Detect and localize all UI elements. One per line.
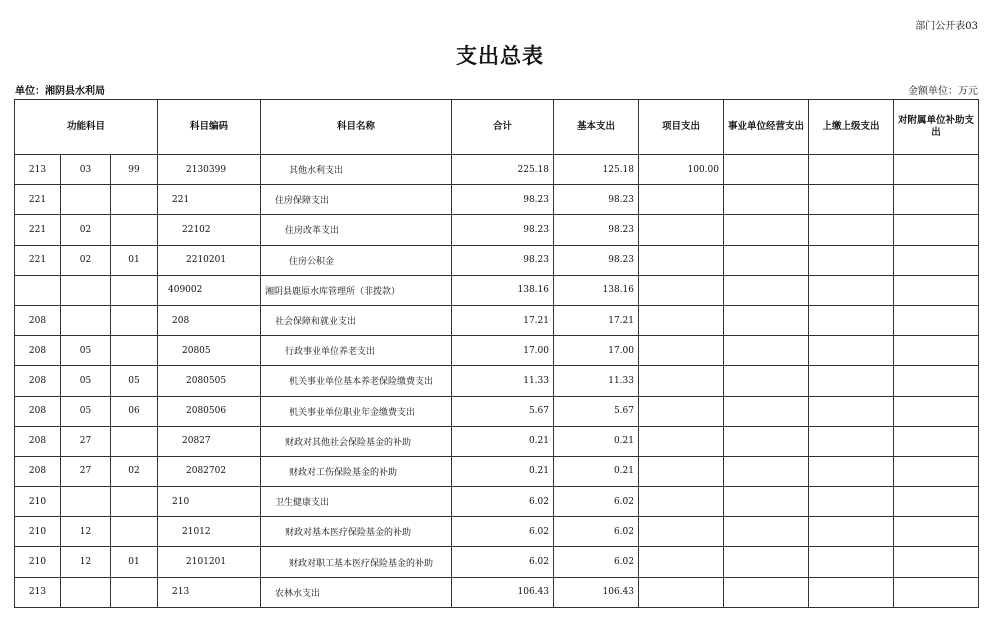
func-class-cell: 208 [15,336,61,366]
total-cell: 17.00 [452,336,554,366]
project-cell [639,487,724,517]
func-class-cell: 208 [15,426,61,456]
func-section-cell [61,305,111,335]
subsidy-cell [894,487,979,517]
header-subject-name: 科目名称 [261,100,452,155]
subsidy-cell [894,366,979,396]
subject-code-cell: 20827 [158,426,261,456]
project-cell [639,366,724,396]
basic-cell: 17.21 [554,305,639,335]
func-section-cell: 12 [61,547,111,577]
func-section-cell: 12 [61,517,111,547]
table-row [15,245,979,275]
business-cell [724,396,809,426]
subject-code-cell: 2080505 [158,366,261,396]
project-cell [639,456,724,486]
subject-code-cell: 21012 [158,517,261,547]
total-cell: 0.21 [452,426,554,456]
project-cell [639,245,724,275]
project-cell [639,305,724,335]
func-section-cell: 27 [61,426,111,456]
func-class-cell: 210 [15,487,61,517]
subject-name-cell: 社会保障和就业支出 [261,305,452,335]
basic-cell: 5.67 [554,396,639,426]
subject-code-cell: 2210201 [158,245,261,275]
upper-cell [809,336,894,366]
total-cell: 5.67 [452,396,554,426]
func-item-cell: 01 [111,547,158,577]
project-cell [639,275,724,305]
total-cell: 98.23 [452,185,554,215]
total-cell: 6.02 [452,517,554,547]
func-section-cell [61,185,111,215]
func-class-cell: 221 [15,185,61,215]
business-cell [724,185,809,215]
subject-name-cell: 湘阴县鹿原水库管理所（非拨款） [261,275,452,305]
func-section-cell: 05 [61,396,111,426]
subsidy-cell [894,275,979,305]
upper-cell [809,245,894,275]
subject-name-cell: 行政事业单位养老支出 [261,336,452,366]
project-cell [639,336,724,366]
func-class-cell: 208 [15,456,61,486]
upper-cell [809,275,894,305]
upper-cell [809,366,894,396]
func-item-cell: 99 [111,155,158,185]
subject-name-cell: 机关事业单位职业年金缴费支出 [261,396,452,426]
header-subject-code: 科目编码 [158,100,261,155]
subject-name-cell: 财政对基本医疗保险基金的补助 [261,517,452,547]
upper-cell [809,547,894,577]
business-cell [724,517,809,547]
subject-name-cell: 卫生健康支出 [261,487,452,517]
func-section-cell: 05 [61,366,111,396]
table-row [15,336,979,366]
func-section-cell: 27 [61,456,111,486]
subject-name-cell: 住房改革支出 [261,215,452,245]
subject-name-cell: 住房保障支出 [261,185,452,215]
header-subsidy: 对附属单位补助支出 [894,100,979,155]
func-item-cell [111,426,158,456]
basic-cell: 98.23 [554,215,639,245]
expenditure-table [14,99,979,608]
basic-cell: 6.02 [554,517,639,547]
business-cell [724,275,809,305]
basic-cell: 106.43 [554,577,639,607]
func-item-cell: 02 [111,456,158,486]
func-item-cell [111,185,158,215]
func-class-cell: 208 [15,305,61,335]
subsidy-cell [894,305,979,335]
func-item-cell: 06 [111,396,158,426]
project-cell [639,577,724,607]
subject-code-cell: 2130399 [158,155,261,185]
subject-code-cell: 22102 [158,215,261,245]
basic-cell: 0.21 [554,426,639,456]
subsidy-cell [894,396,979,426]
basic-cell: 6.02 [554,547,639,577]
subject-code-cell: 2082702 [158,456,261,486]
func-section-cell: 02 [61,245,111,275]
business-cell [724,155,809,185]
total-cell: 98.23 [452,245,554,275]
func-item-cell: 01 [111,245,158,275]
table-row [15,215,979,245]
business-cell [724,426,809,456]
func-class-cell: 213 [15,577,61,607]
table-row [15,577,979,607]
table-row [15,366,979,396]
func-section-cell [61,275,111,305]
upper-cell [809,517,894,547]
header-project: 项目支出 [639,100,724,155]
business-cell [724,215,809,245]
subject-name-cell: 农林水支出 [261,577,452,607]
upper-cell [809,396,894,426]
func-item-cell [111,305,158,335]
func-item-cell [111,336,158,366]
func-class-cell: 208 [15,366,61,396]
upper-cell [809,577,894,607]
header-upper: 上缴上级支出 [809,100,894,155]
func-item-cell [111,275,158,305]
header-total: 合计 [452,100,554,155]
project-cell [639,396,724,426]
amount-unit-label: 金额单位：万元 [908,86,978,97]
business-cell [724,547,809,577]
table-row [15,275,979,305]
total-cell: 0.21 [452,456,554,486]
subsidy-cell [894,155,979,185]
unit-label: 单位：湘阴县水利局 [15,86,105,97]
subsidy-cell [894,245,979,275]
subject-code-cell: 409002 [158,275,261,305]
basic-cell: 11.33 [554,366,639,396]
document-code: 部门公开表03 [915,21,978,32]
func-class-cell: 210 [15,547,61,577]
project-cell: 100.00 [639,155,724,185]
subject-code-cell: 221 [158,185,261,215]
basic-cell: 17.00 [554,336,639,366]
func-class-cell [15,275,61,305]
subject-name-cell: 机关事业单位基本养老保险缴费支出 [261,366,452,396]
project-cell [639,185,724,215]
business-cell [724,456,809,486]
business-cell [724,305,809,335]
func-item-cell [111,517,158,547]
func-section-cell: 05 [61,336,111,366]
basic-cell: 125.18 [554,155,639,185]
func-section-cell [61,577,111,607]
table-row [15,487,979,517]
subsidy-cell [894,577,979,607]
func-class-cell: 210 [15,517,61,547]
business-cell [724,336,809,366]
business-cell [724,245,809,275]
subject-code-cell: 210 [158,487,261,517]
subsidy-cell [894,426,979,456]
project-cell [639,517,724,547]
func-class-cell: 213 [15,155,61,185]
page-title: 支出总表 [456,44,544,68]
subject-name-cell: 财政对其他社会保险基金的补助 [261,426,452,456]
func-class-cell: 221 [15,215,61,245]
table-row [15,456,979,486]
upper-cell [809,456,894,486]
total-cell: 106.43 [452,577,554,607]
func-class-cell: 208 [15,396,61,426]
subject-code-cell: 2101201 [158,547,261,577]
func-section-cell: 03 [61,155,111,185]
upper-cell [809,487,894,517]
subsidy-cell [894,185,979,215]
table-header-row [15,100,979,155]
project-cell [639,426,724,456]
subsidy-cell [894,547,979,577]
upper-cell [809,305,894,335]
subject-code-cell: 213 [158,577,261,607]
func-class-cell: 221 [15,245,61,275]
table-row [15,547,979,577]
table-row [15,517,979,547]
total-cell: 138.16 [452,275,554,305]
subject-code-cell: 208 [158,305,261,335]
basic-cell: 6.02 [554,487,639,517]
subsidy-cell [894,336,979,366]
total-cell: 17.21 [452,305,554,335]
subject-name-cell: 财政对职工基本医疗保险基金的补助 [261,547,452,577]
subject-code-cell: 2080506 [158,396,261,426]
subsidy-cell [894,456,979,486]
project-cell [639,547,724,577]
func-item-cell [111,487,158,517]
upper-cell [809,185,894,215]
total-cell: 98.23 [452,215,554,245]
func-section-cell: 02 [61,215,111,245]
func-item-cell: 05 [111,366,158,396]
total-cell: 225.18 [452,155,554,185]
header-business: 事业单位经营支出 [724,100,809,155]
project-cell [639,215,724,245]
table-row [15,155,979,185]
total-cell: 6.02 [452,487,554,517]
subject-name-cell: 财政对工伤保险基金的补助 [261,456,452,486]
header-basic: 基本支出 [554,100,639,155]
func-item-cell [111,215,158,245]
table-row [15,305,979,335]
upper-cell [809,155,894,185]
subsidy-cell [894,215,979,245]
subject-code-cell: 20805 [158,336,261,366]
business-cell [724,577,809,607]
basic-cell: 138.16 [554,275,639,305]
header-func-subject: 功能科目 [15,100,158,155]
total-cell: 6.02 [452,547,554,577]
table-row [15,426,979,456]
basic-cell: 98.23 [554,185,639,215]
business-cell [724,366,809,396]
subject-name-cell: 其他水利支出 [261,155,452,185]
total-cell: 11.33 [452,366,554,396]
basic-cell: 98.23 [554,245,639,275]
subsidy-cell [894,517,979,547]
upper-cell [809,215,894,245]
basic-cell: 0.21 [554,456,639,486]
subject-name-cell: 住房公积金 [261,245,452,275]
table-row [15,396,979,426]
business-cell [724,487,809,517]
upper-cell [809,426,894,456]
func-item-cell [111,577,158,607]
func-section-cell [61,487,111,517]
table-row [15,185,979,215]
